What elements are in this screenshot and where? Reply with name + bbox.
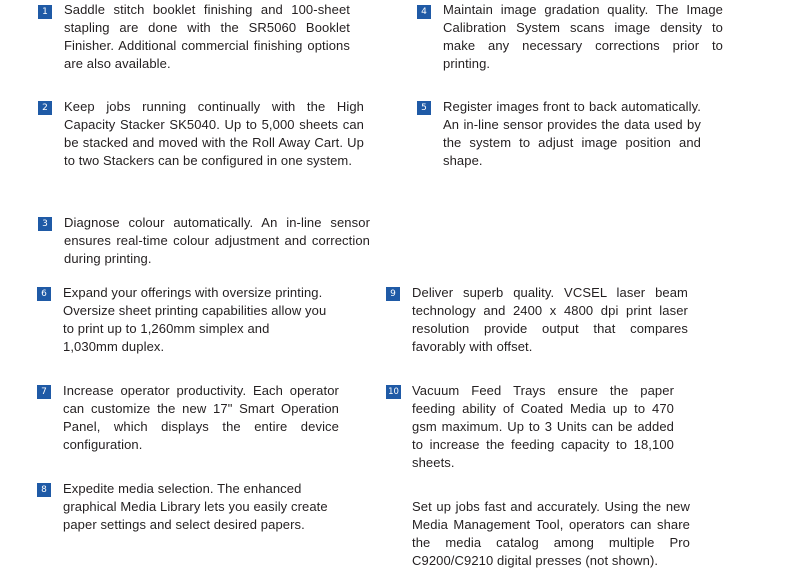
number-badge: 7 bbox=[37, 385, 51, 399]
feature-text: Diagnose colour automatically. An in-line sensor ensures real-time colour adjustment and correction during printing. bbox=[64, 215, 370, 266]
feature-text: Increase operator productivity. Each operator can customize the new 17" Smart Operation Panel, which displays the entire device configuration. bbox=[63, 383, 339, 452]
number-badge: 4 bbox=[417, 5, 431, 19]
feature-text: Vacuum Feed Trays ensure the paper feeding ability of Coated Media up to 470 gsm maximum. Up to 3 Units can be added to increase the feeding capacity to 18,100 sheets. bbox=[412, 383, 674, 470]
number-badge: 8 bbox=[37, 483, 51, 497]
number-badge: 1 bbox=[38, 5, 52, 19]
number-badge: 5 bbox=[417, 101, 431, 115]
feature-text: Expedite media selection. The enhanced graphical Media Library lets you easily create paper settings and select desired papers. bbox=[63, 481, 328, 532]
number-badge: 2 bbox=[38, 101, 52, 115]
number-badge: 10 bbox=[386, 385, 401, 399]
feature-text: Maintain image gradation quality. The Image Calibration System scans image density to make any necessary corrections prior to printing. bbox=[443, 2, 723, 71]
feature-text: Expand your offerings with oversize printing. Oversize sheet printing capabilities allow you to print up to 1,260mm simplex and 1,030mm duplex. bbox=[63, 285, 327, 354]
feature-text: Saddle stitch booklet finishing and 100-sheet stapling are done with the SR5060 Booklet Finisher. Additional commercial finishing options are also available. bbox=[64, 2, 350, 71]
feature-text: Register images front to back automatically. An in-line sensor provides the data used by the system to adjust image position and shape. bbox=[443, 99, 701, 168]
number-badge: 9 bbox=[386, 287, 400, 301]
feature-text: Keep jobs running continually with the High Capacity Stacker SK5040. Up to 5,000 sheets can be stacked and moved with the Roll Away Cart. Up to two Stackers can be configured in one system. bbox=[64, 99, 364, 168]
feature-text: Set up jobs fast and accurately. Using the new Media Management Tool, operators can share the media catalog among multiple Pro C9200/C9210 digital presses (not shown). bbox=[412, 499, 690, 568]
feature-text: Deliver superb quality. VCSEL laser beam technology and 2400 x 4800 dpi print laser resolution provide output that compares favorably with offset. bbox=[412, 285, 688, 354]
number-badge: 3 bbox=[38, 217, 52, 231]
number-badge: 6 bbox=[37, 287, 51, 301]
